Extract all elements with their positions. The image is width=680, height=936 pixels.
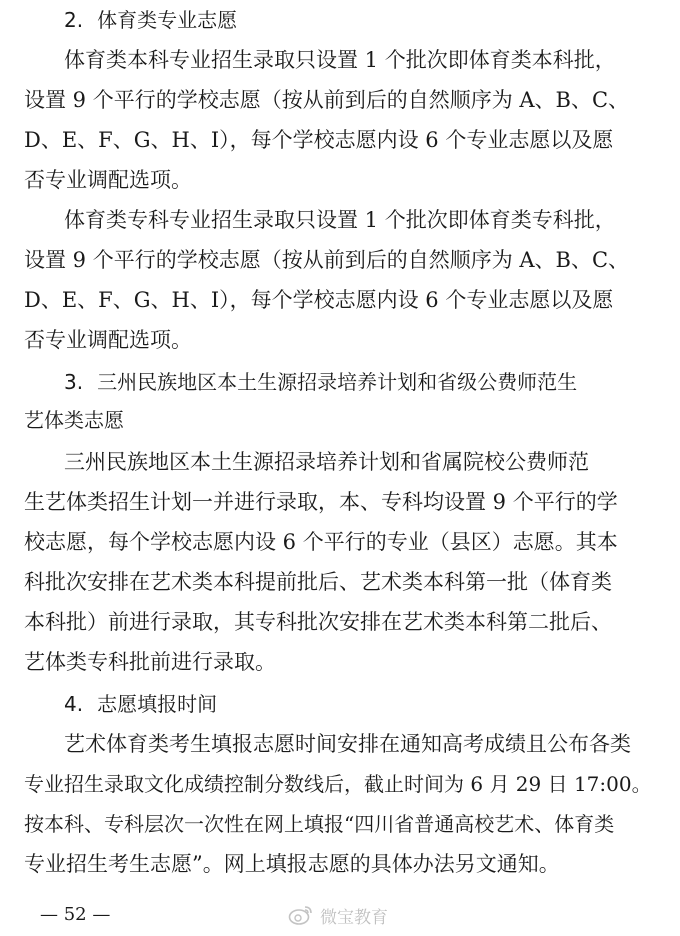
paragraph-line: 按本科、专科层次一次性在网上填报“四川省普通高校艺术、体育类 [24, 812, 615, 836]
paragraph-line: 本科批）前进行录取，其专科批次安排在艺术类本科第二批后、 [24, 610, 612, 634]
paragraph-line: D、E、F、G、H、I），每个学校志愿内设 6 个专业志愿以及愿 [24, 128, 614, 152]
paragraph-line: 设置 9 个平行的学校志愿（按从前到后的自然顺序为 A、B、C、 [24, 248, 630, 272]
paragraph-line: 专业招生考生志愿”。网上填报志愿的具体办法另文通知。 [24, 852, 560, 876]
paragraph-line: 设置 9 个平行的学校志愿（按从前到后的自然顺序为 A、B、C、 [24, 88, 630, 112]
paragraph-line: 否专业调配选项。 [24, 168, 192, 192]
section-number: 2. [64, 8, 84, 32]
section-number: 3. [64, 370, 84, 394]
paragraph-line: 三州民族地区本土生源招录培养计划和省属院校公费师范 [64, 450, 589, 474]
paragraph-line: 科批次安排在艺术类本科提前批后、艺术类本科第一批（体育类 [24, 570, 612, 594]
section-heading [64, 6, 237, 34]
paragraph-line: 艺术体育类考生填报志愿时间安排在通知高考成绩且公布各类 [64, 732, 631, 756]
section-number: 4. [64, 692, 84, 716]
watermark-text: 微宝教育 [320, 907, 388, 928]
section-heading [64, 690, 217, 718]
weibo-logo-icon [288, 904, 314, 926]
paragraph-line: 校志愿，每个学校志愿内设 6 个平行的专业（县区）志愿。其本 [24, 530, 618, 554]
page-number: — 52 — [40, 904, 111, 925]
paragraph-line: 专业招生录取文化成绩控制分数线后，截止时间为 6 月 29 日 17:00。 [24, 772, 652, 796]
paragraph-line: 生艺体类招生计划一并进行录取，本、专科均设置 9 个平行的学 [24, 490, 618, 514]
paragraph-line: D、E、F、G、H、I），每个学校志愿内设 6 个专业志愿以及愿 [24, 288, 614, 312]
paragraph-line: 否专业调配选项。 [24, 328, 192, 352]
section-heading [64, 368, 577, 396]
section-title: 体育类专业志愿 [97, 8, 238, 32]
paragraph-line: 艺体类专科批前进行录取。 [24, 650, 276, 674]
paragraph-line: 体育类本科专业招生录取只设置 1 个批次即体育类本科批， [64, 48, 616, 72]
section-title: 志愿填报时间 [97, 692, 218, 716]
section-title: 三州民族地区本土生源招录培养计划和省级公费师范生 [97, 370, 578, 394]
section-title-continued: 艺体类志愿 [24, 408, 124, 432]
paragraph-line: 体育类专科专业招生录取只设置 1 个批次即体育类专科批， [64, 208, 616, 232]
watermark [288, 902, 388, 928]
